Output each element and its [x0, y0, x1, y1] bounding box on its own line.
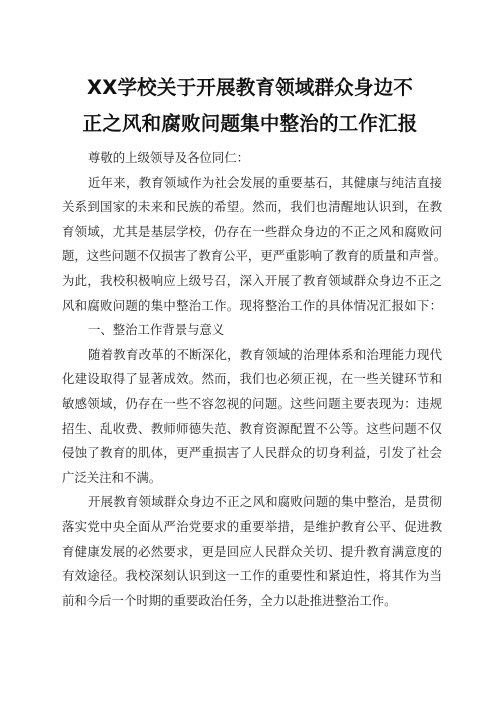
paragraph-1-line: 关系到国家的未来和民族的希望。然而，我们也清醒地认识到，在教 [62, 199, 442, 215]
paragraph-2-line: 敏感领域，仍存在一些不容忽视的问题。这些问题主要表现为：违规 [62, 395, 442, 411]
document-title-line-1: XX学校关于开展教育领域群众身边不 [87, 76, 413, 99]
paragraph-1-line: 育领域，尤其是基层学校，仍存在一些群众身边的不正之风和腐败问 [62, 223, 442, 239]
paragraph-1-line: 风和腐败问题的集中整治工作。现将整治工作的具体情况汇报如下： [62, 297, 442, 313]
paragraph-1-line: 为此，我校积极响应上级号召，深入开展了教育领域群众身边不正之 [62, 272, 442, 288]
greeting: 尊敬的上级领导及各位同仁： [88, 150, 250, 165]
paragraph-2-line: 广泛关注和不满。 [62, 469, 162, 485]
paragraph-2-line: 招生、乱收费、教师师德失范、教育资源配置不公等。这些问题不仅 [62, 420, 442, 436]
paragraph-2-line: 化建设取得了显著成效。然而，我们也必须正视，在一些关键环节和 [62, 371, 442, 387]
section-1-heading: 一、整治工作背景与意义 [88, 322, 225, 338]
paragraph-2-line: 随着教育改革的不断深化，教育领域的治理体系和治理能力现代 [88, 346, 442, 362]
paragraph-1-line: 题，这些问题不仅损害了教育公平，更严重影响了教育的质量和声誉。 [62, 248, 447, 264]
paragraph-3-line: 育健康发展的必然要求，更是回应人民群众关切、提升教育满意度的 [62, 543, 442, 559]
paragraph-2-line: 侵蚀了教育的肌体，更严重损害了人民群众的切身利益，引发了社会 [62, 445, 442, 461]
document-body [62, 146, 447, 613]
paragraph-1-line: 近年来，教育领域作为社会发展的重要基石，其健康与纯洁直接 [88, 174, 442, 190]
paragraph-3-line: 前和今后一个时期的重要政治任务，全力以赴推进整治工作。 [62, 592, 397, 608]
paragraph-3-line: 有效途径。我校深刻认识到这一工作的重要性和紧迫性，将其作为当 [62, 568, 442, 584]
document-title-line-2: 正之风和腐败问题集中整治的工作汇报 [82, 112, 418, 135]
paragraph-3-line: 开展教育领域群众身边不正之风和腐败问题的集中整治，是贯彻 [88, 494, 442, 510]
paragraph-3-line: 落实党中央全面从严治党要求的重要举措，是维护教育公平、促进教 [62, 518, 442, 534]
